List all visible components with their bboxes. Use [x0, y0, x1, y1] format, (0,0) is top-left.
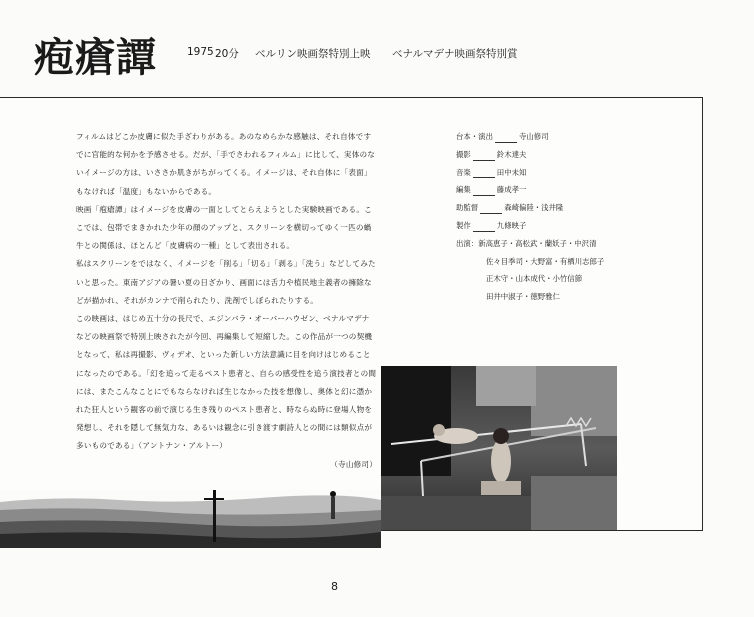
credit-role: 音楽: [456, 167, 471, 177]
credit-name-continued: 佐々目季司・大野富・有栖川志郎子: [486, 256, 605, 266]
page-number: 8: [331, 580, 338, 593]
film-title: 疱瘡譚: [34, 34, 157, 81]
credit-row: [456, 181, 604, 199]
credit-name: 寺山修司: [518, 132, 549, 141]
credit-dash: [495, 125, 517, 143]
credit-name: 九條映子: [496, 220, 527, 230]
landscape-drawing: [0, 490, 381, 548]
credit-role: 助監督: [456, 203, 479, 213]
credit-role: 編集: [456, 185, 471, 195]
film-still-photo: [381, 366, 617, 530]
credit-dash: [473, 161, 495, 179]
field-landscape-image: [0, 490, 381, 548]
credit-row: 出演 ： 新高恵子・高松武・蘭妖子・中沢清: [456, 235, 604, 253]
credit-role: 製作: [456, 220, 471, 230]
credit-row: [456, 217, 604, 235]
credit-name-continued: 田井中淑子・徳野雅仁: [486, 292, 560, 302]
essay-paragraph: 私はスクリーンをではなく、イメージを「削る」「切る」「剥る」「洗う」などしてみたいと思った。東南アジアの暑い夏の日ざかり、画面には舌力や植民地主義者の擁除などが描かれ、それがカンナで削られたり、洗剤でしぼられたりする。: [76, 259, 376, 305]
essay-text: [76, 128, 377, 474]
credit-dash: [473, 143, 495, 161]
credit-dash: [480, 196, 502, 214]
credit-role: 出演: [456, 238, 471, 248]
award-info: ベナルマデナ映画祭特別賞: [392, 48, 518, 60]
essay-paragraph: この映画は、はじめ五十分の長尺で、エジンバラ・オーバーハウゼン、ベナルマデナなどの映画祭で特別上映されたが今回、再編集して短縮した。この作品が一つの契機となって、私は再撮影、ヴィデオ、といった新しい方法意識に目を向けはじめることになったのである。「幻を追って走るペスト患者と、自らの感受性を追う演技者との間には、またこんなことにでもならなければ生じなかった技を想像し、奥体と幻に憑かれた狂人という観客の前で演じる生き残りのペスト患者と、時ならぬ時に登場人物を発想し、それを隠して無気力な、あるいは観念に引き渡す劇詩人との間には類似点が多いものである」（アントナン・アルトー）: [76, 314, 377, 451]
credit-role: 撮影: [456, 149, 471, 159]
credit-name: 田中未知: [496, 167, 527, 177]
credit-name: 藤成孝一: [496, 185, 527, 195]
credit-role: 台本・演出: [456, 132, 493, 141]
film-still-image: [381, 366, 617, 530]
screening-info: ベルリン映画祭特別上映: [255, 48, 371, 60]
credit-dash: [473, 178, 495, 196]
credit-dash: [473, 214, 495, 232]
credit-name: 鈴木達夫: [496, 149, 527, 159]
essay-paragraph: フィルムはどこか皮膚に似た手ざわりがある。あのなめらかな感触は、それ自体ですでに官能的な何かを予感させる。だが、「手でさわれるフィルム」に比して、実体のないイメージの方は、いささか肌きがちがってくる。イメージは、それ自体に「表面」もなければ「温度」もないからである。: [76, 132, 376, 196]
credit-name: 新高恵子・高松武・蘭妖子・中沢清: [478, 238, 597, 248]
film-year: 1975: [187, 46, 214, 58]
film-duration: 20分: [215, 48, 239, 60]
credits-list: [456, 128, 604, 306]
essay-paragraph: 映画「疱瘡譚」はイメージを皮膚の一面としてとらえようとした実験映画である。ここでは、包帯でまきかれた少年の顔のアップと、スクリーンを横切ってゆく一匹の蝸牛との関係は、ほとんど「皮膚病の一種」として表出される。: [76, 204, 372, 251]
essay-signature: （寺山修司）: [330, 459, 377, 469]
credit-name-continued: 正木守・山本成代・小竹信節: [486, 274, 583, 284]
credit-name: 森崎偏陸・浅井隆: [504, 203, 564, 213]
